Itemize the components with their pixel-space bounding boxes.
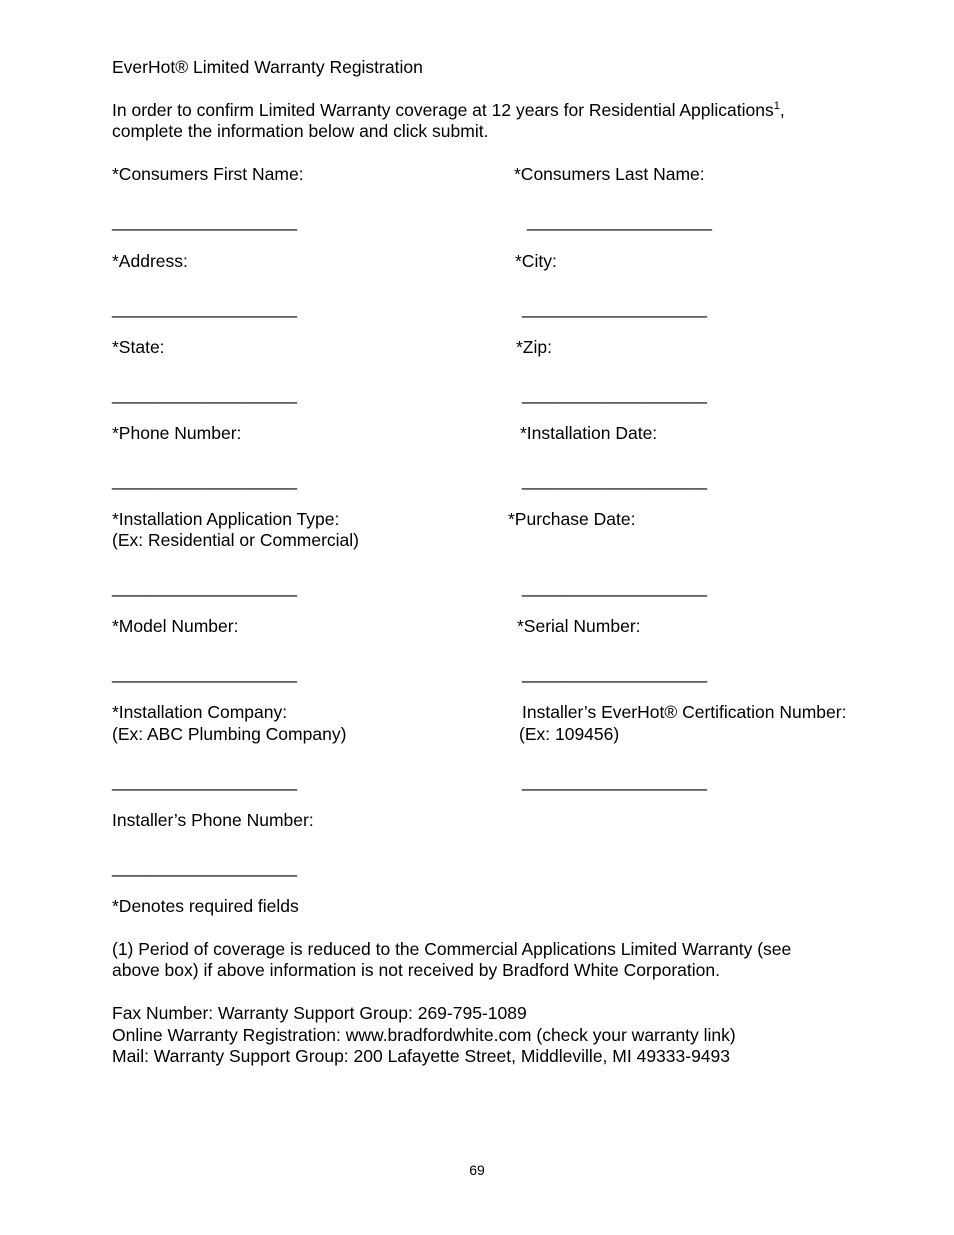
- address-label: *Address:: [112, 251, 188, 271]
- last-name-label: *Consumers Last Name:: [514, 164, 705, 184]
- installation-date-label: *Installation Date:: [520, 423, 658, 443]
- state-label: *State:: [112, 337, 165, 357]
- fax-number: Fax Number: Warranty Support Group: 269-795-1089: [112, 1003, 527, 1023]
- phone-blank[interactable]: ___________________: [112, 470, 297, 490]
- page-number: 69: [469, 1162, 485, 1178]
- zip-blank[interactable]: ___________________: [522, 384, 707, 404]
- intro-line-1: [112, 100, 785, 121]
- serial-number-blank[interactable]: ___________________: [522, 663, 707, 683]
- installation-date-blank[interactable]: ___________________: [522, 470, 707, 490]
- serial-number-label: *Serial Number:: [517, 616, 641, 636]
- zip-label: *Zip:: [516, 337, 552, 357]
- certification-number-example: (Ex: 109456): [519, 724, 620, 744]
- application-type-example: (Ex: Residential or Commercial): [112, 530, 360, 550]
- first-name-label: *Consumers First Name:: [112, 164, 304, 184]
- model-number-blank[interactable]: ___________________: [112, 663, 297, 683]
- footnote-ref: 1: [773, 100, 780, 113]
- last-name-blank[interactable]: ___________________: [527, 211, 712, 231]
- model-number-label: *Model Number:: [112, 616, 239, 636]
- application-type-blank[interactable]: ___________________: [112, 577, 297, 597]
- application-type-label: *Installation Application Type:: [112, 509, 340, 529]
- mail-address: Mail: Warranty Support Group: 200 Lafayette Street, Middleville, MI 49333-9493: [112, 1046, 731, 1066]
- installation-company-blank[interactable]: ___________________: [112, 771, 297, 791]
- first-name-blank[interactable]: ___________________: [112, 211, 297, 231]
- purchase-date-label: *Purchase Date:: [508, 509, 636, 529]
- certification-number-label: Installer’s EverHot® Certification Number:: [522, 702, 847, 722]
- installer-phone-label: Installer’s Phone Number:: [112, 810, 314, 830]
- intro-text: In order to confirm Limited Warranty coverage at 12 years for Residential Applications: [112, 100, 774, 120]
- state-blank[interactable]: ___________________: [112, 384, 297, 404]
- intro-line-2: complete the information below and click submit.: [112, 121, 489, 141]
- required-fields-note: *Denotes required fields: [112, 896, 299, 916]
- city-label: *City:: [515, 251, 557, 271]
- installation-company-label: *Installation Company:: [112, 702, 288, 722]
- footnote-line-2: above box) if above information is not received by Bradford White Corporation.: [112, 960, 720, 980]
- online-registration: Online Warranty Registration: www.bradfordwhite.com (check your warranty link): [112, 1025, 736, 1045]
- city-blank[interactable]: ___________________: [522, 298, 707, 318]
- intro-comma: ,: [779, 100, 785, 120]
- address-blank[interactable]: ___________________: [112, 298, 297, 318]
- certification-number-blank[interactable]: ___________________: [522, 771, 707, 791]
- footnote-line-1: (1) Period of coverage is reduced to the Commercial Applications Limited Warranty (see: [112, 939, 792, 959]
- phone-label: *Phone Number:: [112, 423, 242, 443]
- installation-company-example: (Ex: ABC Plumbing Company): [112, 724, 347, 744]
- purchase-date-blank[interactable]: ___________________: [522, 577, 707, 597]
- page-title: EverHot® Limited Warranty Registration: [112, 57, 423, 77]
- installer-phone-blank[interactable]: ___________________: [112, 857, 297, 877]
